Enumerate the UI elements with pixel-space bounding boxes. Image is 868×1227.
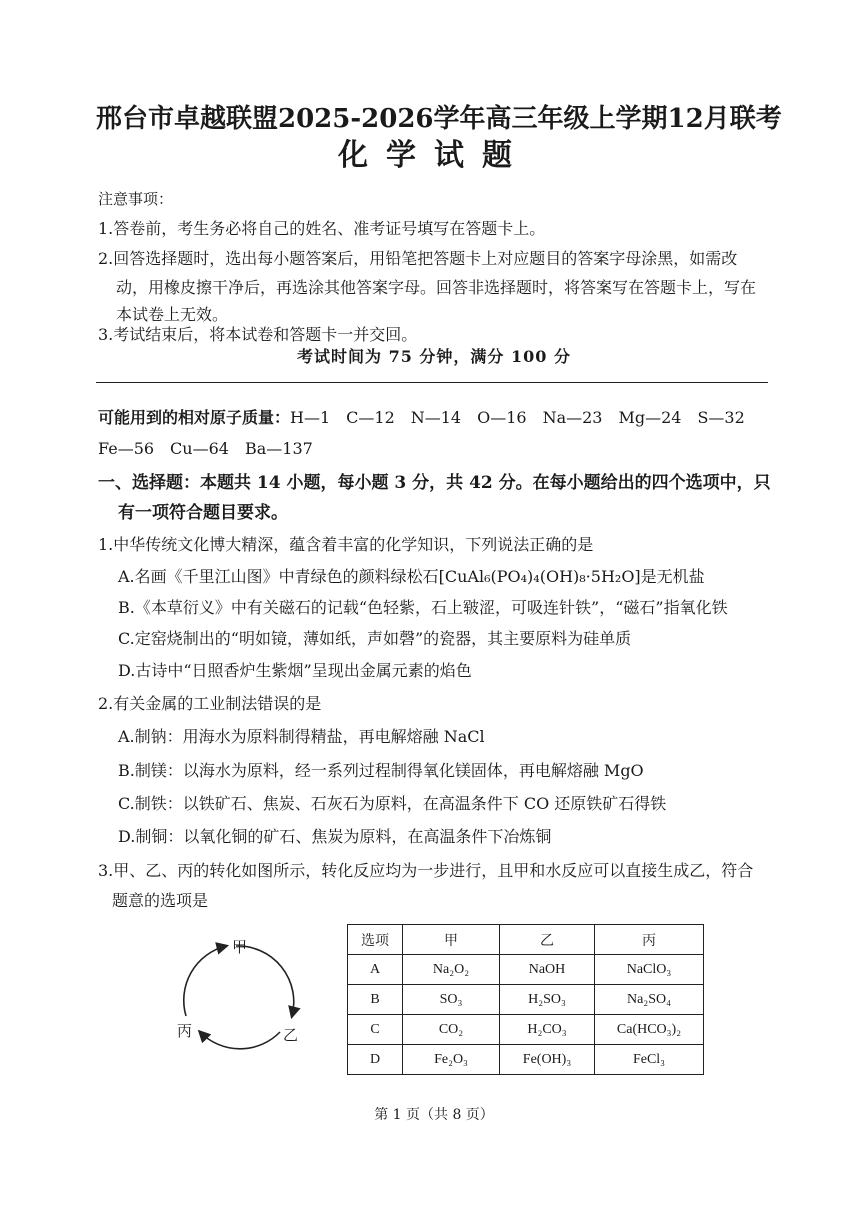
table-cell: C — [348, 1015, 403, 1045]
table-cell: A — [348, 955, 403, 985]
question-1-option-c: C.定窑烧制出的“明如镜，薄如纸，声如磬”的瓷器，其主要原料为硅单质 — [118, 629, 632, 648]
question-3-stem: 3.甲、乙、丙的转化如图所示，转化反应均为一步进行，且甲和水反应可以直接生成乙，符合 — [98, 861, 754, 880]
question-1-stem: 1.中华传统文化博大精深，蕴含着丰富的化学知识，下列说法正确的是 — [98, 535, 594, 554]
table-cell: Fe(OH)₃ — [500, 1045, 595, 1075]
divider — [96, 382, 768, 383]
table-header: 丙 — [595, 925, 704, 955]
page-number: 第 1 页（共 8 页） — [374, 1107, 494, 1123]
subject-title: 化学试题 — [338, 138, 530, 173]
table-cell: SO₃ — [403, 985, 500, 1015]
table-cell: Na₂O₂ — [403, 955, 500, 985]
diagram-label-bing: 丙 — [177, 1022, 193, 1040]
question-2-option-a: A.制钠：用海水为原料制得精盐，再电解熔融 NaCl — [118, 727, 485, 746]
question-3-stem-cont: 题意的选项是 — [112, 891, 209, 910]
note-item: 2.回答选择题时，选出每小题答案后，用铅笔把答题卡上对应题目的答案字母涂黑，如需改 — [98, 249, 738, 268]
section-heading: 一、选择题：本题共 14 小题，每小题 3 分，共 42 分。在每小题给出的四个选项中，只 — [98, 473, 771, 493]
question-2-stem: 2.有关金属的工业制法错误的是 — [98, 694, 322, 713]
table-header: 选项 — [348, 925, 403, 955]
atomic-masses-line2: Fe—56 Cu—64 Ba—137 — [98, 439, 313, 458]
table-cell: B — [348, 985, 403, 1015]
atomic-masses-line1 — [98, 405, 745, 428]
question-1-option-a: A.名画《千里江山图》中青绿色的颜料绿松石[CuAl₆(PO₄)₄(OH)₈·5H₂O]是无机盐 — [118, 567, 705, 586]
note-item: 1.答卷前，考生务必将自己的姓名、准考证号填写在答题卡上。 — [98, 219, 546, 238]
table-header-row — [348, 925, 704, 955]
table-cell: Fe₂O₃ — [403, 1045, 500, 1075]
table-row — [348, 1045, 704, 1075]
table-cell: Na₂SO₄ — [595, 985, 704, 1015]
question-1-option-b: B.《本草衍义》中有关磁石的记载“色轻紫，石上皲涩，可吸连针铁”，“磁石”指氧化铁 — [118, 598, 728, 617]
table-cell: CO₂ — [403, 1015, 500, 1045]
arrow-bing-to-jia — [184, 946, 226, 1016]
note-item: 本试卷上无效。 — [116, 305, 229, 324]
table-cell: H₂SO₃ — [500, 985, 595, 1015]
table-cell: NaOH — [500, 955, 595, 985]
note-item: 动，用橡皮擦干净后，再选涂其他答案字母。回答非选择题时，将答案写在答题卡上，写在 — [116, 278, 757, 297]
atomic-masses-values: H—1 C—12 N—14 O—16 Na—23 Mg—24 S—32 — [290, 408, 745, 427]
table-header: 乙 — [500, 925, 595, 955]
note-item: 3.考试结束后，将本试卷和答题卡一并交回。 — [98, 325, 418, 344]
options-table — [347, 924, 704, 1075]
table-header: 甲 — [403, 925, 500, 955]
question-1-option-d: D.古诗中“日照香炉生紫烟”呈现出金属元素的焰色 — [118, 661, 472, 680]
diagram-label-jia: 甲 — [232, 938, 248, 956]
exam-title: 邢台市卓越联盟2025-2026学年高三年级上学期12月联考 — [96, 104, 782, 134]
table-cell: H₂CO₃ — [500, 1015, 595, 1045]
section-heading-cont: 有一项符合题目要求。 — [118, 503, 288, 523]
question-2-option-b: B.制镁：以海水为原料，经一系列过程制得氧化镁固体，再电解熔融 MgO — [118, 761, 644, 780]
question-2-option-d: D.制铜：以氧化铜的矿石、焦炭为原料，在高温条件下冶炼铜 — [118, 827, 552, 846]
table-cell: Ca(HCO₃)₂ — [595, 1015, 704, 1045]
table-row — [348, 985, 704, 1015]
atomic-masses-label: 可能用到的相对原子质量： — [98, 408, 291, 427]
table-row — [348, 1015, 704, 1045]
table-cell: FeCl₃ — [595, 1045, 704, 1075]
exam-time: 考试时间为 75 分钟，满分 100 分 — [297, 347, 571, 366]
table-row — [348, 955, 704, 985]
notes-heading: 注意事项： — [98, 190, 174, 208]
question-2-option-c: C.制铁：以铁矿石、焦炭、石灰石为原料，在高温条件下 CO 还原铁矿石得铁 — [118, 794, 667, 813]
arrow-yi-to-bing — [200, 1032, 280, 1049]
diagram-label-yi: 乙 — [283, 1026, 299, 1044]
table-cell: D — [348, 1045, 403, 1075]
table-cell: NaClO₃ — [595, 955, 704, 985]
